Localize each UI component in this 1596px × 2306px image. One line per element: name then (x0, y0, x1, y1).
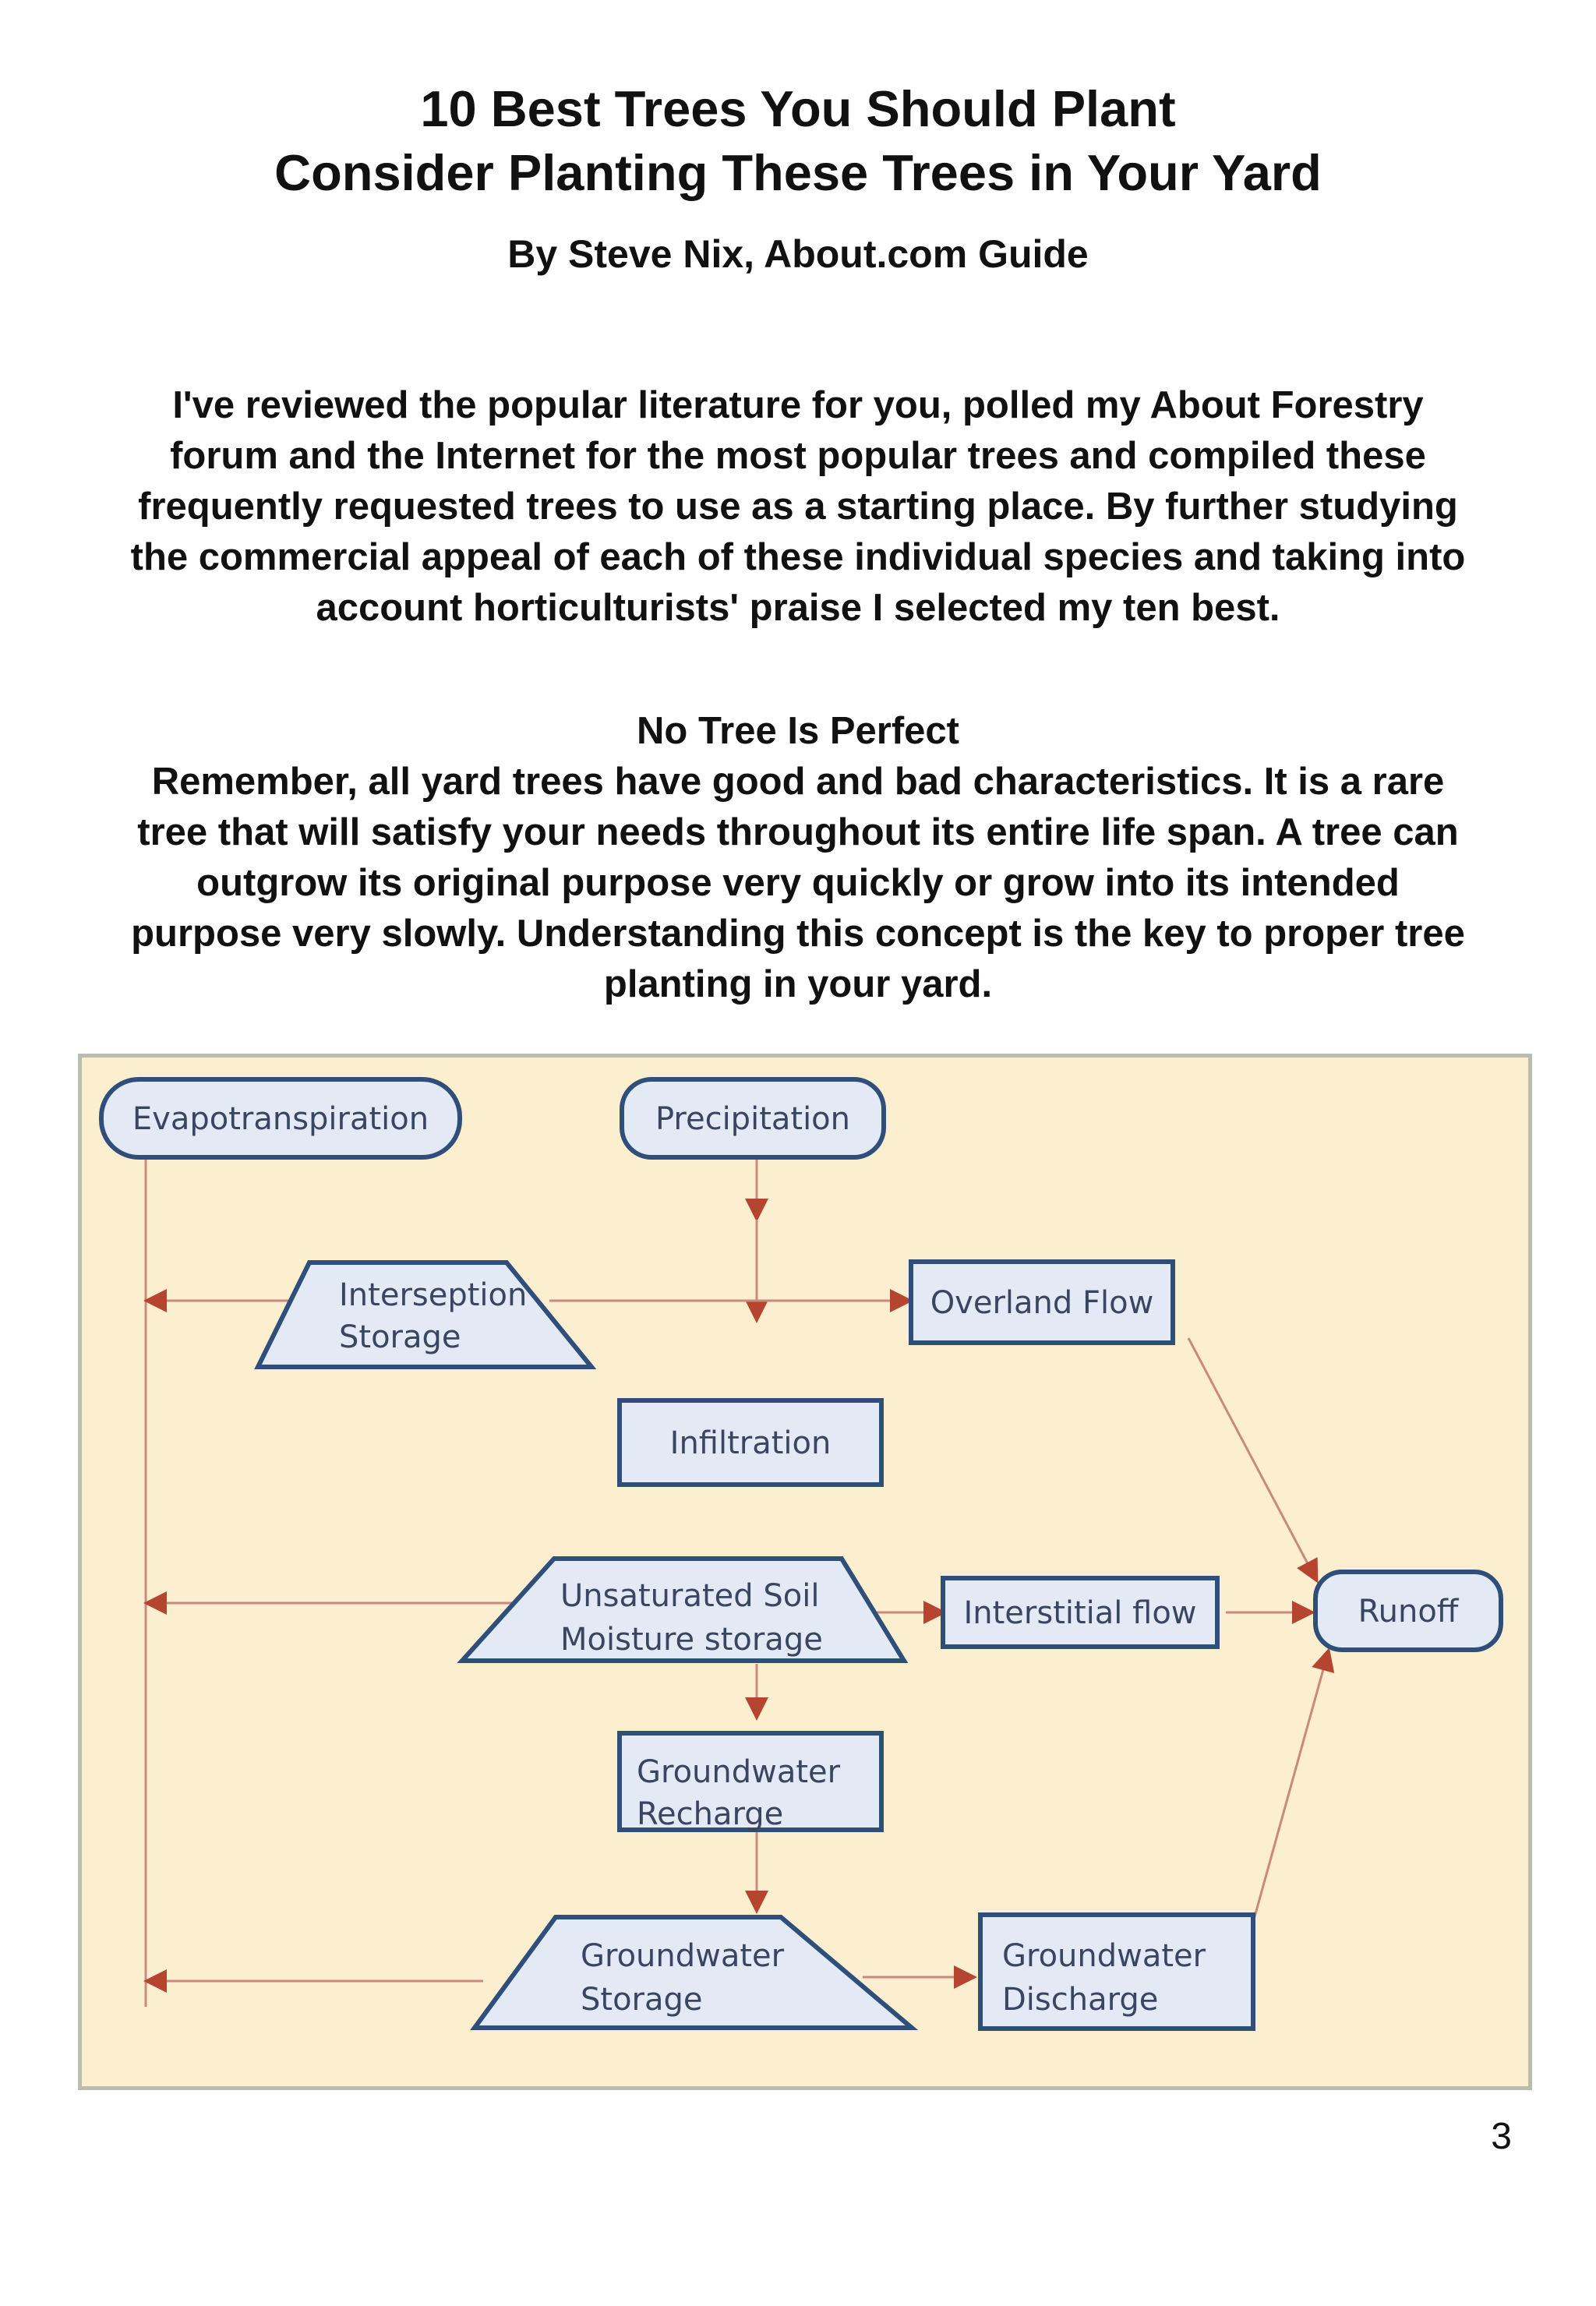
section-heading: No Tree Is Perfect (637, 710, 959, 752)
unsaturated-label: Moisture storage (560, 1622, 823, 1658)
intro-line: account horticulturists' praise I selected my ten best. (316, 587, 1280, 629)
intro-paragraph (47, 380, 1549, 634)
interception-label: Interseption (339, 1277, 528, 1313)
runoff-label: Runoff (1358, 1594, 1459, 1630)
no-tree-section (47, 706, 1549, 1010)
gw-storage-label: Groundwater (581, 1938, 785, 1974)
water-cycle-diagram (78, 1054, 1532, 2090)
gw-storage-label: Storage (581, 1982, 703, 2018)
page-title: 10 Best Trees You Should Plant (420, 80, 1176, 137)
overland-flow-label: Overland Flow (930, 1285, 1154, 1321)
infiltration-label: Infiltration (669, 1425, 832, 1461)
intro-line: the commercial appeal of each of these individual species and taking into (130, 536, 1466, 578)
page-number: 3 (1491, 2116, 1512, 2157)
precipitation-label: Precipitation (655, 1101, 851, 1137)
gw-recharge-label: Groundwater (637, 1754, 841, 1790)
section-line: purpose very slowly. Understanding this concept is the key to proper tree (131, 913, 1465, 955)
diagram-svg (82, 1058, 1528, 2086)
arrow-discharge-runoff (1254, 1650, 1329, 1919)
section-line: Remember, all yard trees have good and bad characteristics. It is a rare (151, 761, 1445, 803)
gw-discharge-label: Discharge (1002, 1982, 1159, 2018)
gw-discharge-label: Groundwater (1002, 1938, 1206, 1974)
evapotranspiration-label: Evapotranspiration (132, 1101, 429, 1137)
interstitial-flow-label: Interstitial flow (963, 1595, 1197, 1631)
intro-line: forum and the Internet for the most popular trees and compiled these (170, 435, 1426, 477)
section-line: outgrow its original purpose very quickly or grow into its intended (196, 862, 1400, 904)
interception-label: Storage (339, 1319, 461, 1355)
page-subtitle: Consider Planting These Trees in Your Yard (274, 144, 1322, 201)
gw-recharge-label: Recharge (637, 1796, 784, 1832)
author-byline: By Steve Nix, About.com Guide (507, 232, 1089, 276)
arrow-overland-runoff (1188, 1338, 1317, 1581)
unsaturated-label: Unsaturated Soil (560, 1578, 820, 1614)
section-line: tree that will satisfy your needs throughout its entire life span. A tree can (137, 811, 1459, 853)
intro-line: I've reviewed the popular literature for you, polled my About Forestry (172, 384, 1424, 426)
intro-line: frequently requested trees to use as a starting place. By further studying (138, 486, 1458, 528)
section-line: planting in your yard. (603, 963, 993, 1005)
